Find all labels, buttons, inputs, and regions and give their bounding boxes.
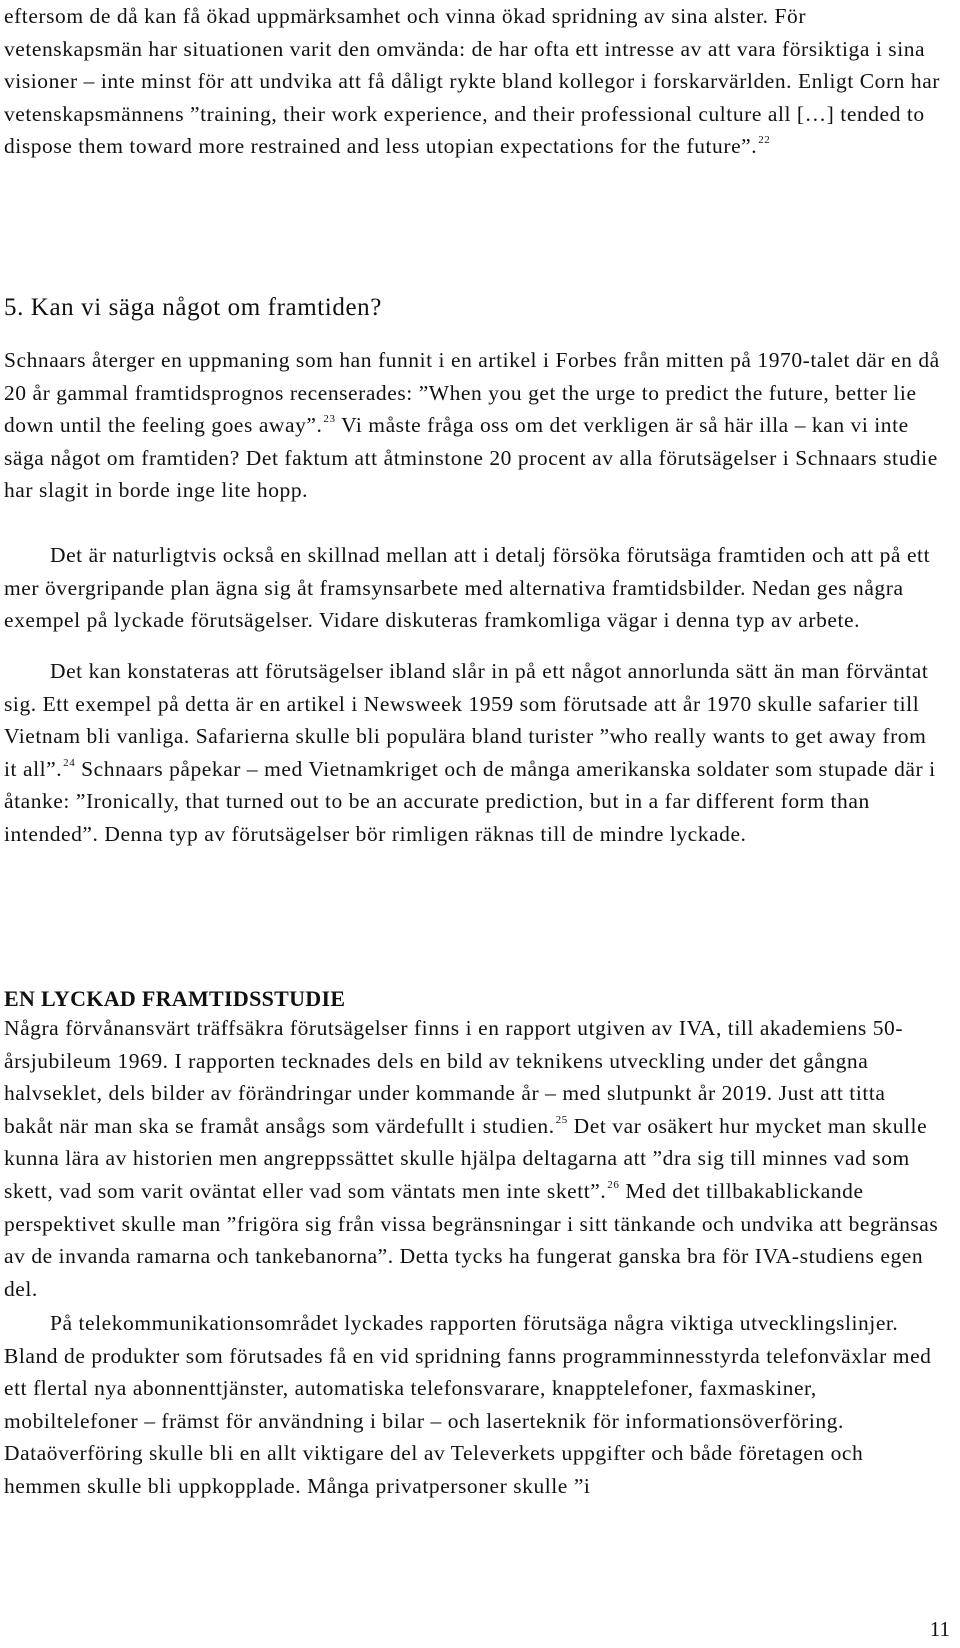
footnote-ref-25: 25 xyxy=(555,1113,568,1126)
paragraph-schnaars xyxy=(4,344,940,507)
paragraph-iva-part3: Med det tillbakablickande perspektivet skulle man ”frigöra sig från vissa begränsningar i sitt tänkande och undvika att begränsas av de invanda ramarna och tankebanorna”. Detta tycks ha fungerat ganska bra för IVA-studiens egen del. xyxy=(4,1178,939,1301)
section-heading: 5. Kan vi säga något om framtiden? xyxy=(4,294,382,321)
footnote-ref-23: 23 xyxy=(323,413,336,426)
page-number: 11 xyxy=(929,1617,950,1641)
paragraph-vietnam-part2: Schnaars påpekar – med Vietnamkriget och de många amerikanska soldater som stupade där i åtanke: ”Ironically, that turned out to be an accurate prediction, but in a far different form than intended”. Denna typ av förutsägelser bör rimligen räknas till de mindre lyckade. xyxy=(4,756,936,846)
subsection-heading: EN LYCKAD FRAMTIDSSTUDIE xyxy=(4,986,346,1011)
footnote-ref-24: 24 xyxy=(63,756,76,769)
paragraph-schnaars-part1: Schnaars återger en uppmaning som han funnit i en artikel i Forbes från mitten på 1970-talet där en då 20 år gammal framtidsprognos recenserades: ”When you get the urge to predict the future, better lie down until the feeling goes away”. xyxy=(4,348,940,438)
paragraph-vietnam xyxy=(4,655,940,851)
paragraph-framsyn: Det är naturligtvis också en skillnad mellan att i detalj försöka förutsäga framtiden och att på ett mer övergripande plan ägna sig åt framsynsarbete med alternativa framtidsbilder. Nedan ges några exempel på lyckade förutsägelser. Vidare diskuteras framkomliga vägar i denna typ av arbete. xyxy=(4,543,931,633)
footnote-ref-22: 22 xyxy=(758,134,771,147)
paragraph-iva-part1: Några förvånansvärt träffsäkra förutsägelser finns i en rapport utgiven av IVA, till akademiens 50-årsjubileum 1969. I rapporten tecknades dels en bild av teknikens utveckling under det gångna halvseklet, dels bilder av förändringar under kommande år – med slutpunkt år 2019. Just att titta bakåt när man ska se framåt ansågs som värdefullt i studien. xyxy=(4,1016,904,1138)
paragraph-intro-text: eftersom de då kan få ökad uppmärksamhet och vinna ökad spridning av sina alster. För vetenskapsmän har situationen varit den omvända: de har ofta ett intresse av att vara försiktiga i sina visioner – inte minst för att undvika att få dåligt rykte bland kollegor i forskarvärlden. Enligt Corn har vetenskapsmännens ”training, their work experience, and their professional culture all […] tended to dispose them toward more restrained and less utopian expectations for the future”. xyxy=(4,4,940,159)
paragraph-telekom: På telekommunikationsområdet lyckades rapporten förutsäga några viktiga utvecklingslinjer. Bland de produkter som förutsades få en vid spridning fanns programminnesstyrda telefonväxlar med ett flertal nya abonnenttjänster, automatiska telefonsvarare, knapptelefoner, faxmaskiner, mobiltelefoner – främst för användning i bilar – och laserteknik för informationsöverföring. Dataöverföring skulle bli en allt viktigare del av Televerkets uppgifter och både företagen och hemmen skulle bli uppkopplade. Många privatpersoner skulle ”i xyxy=(4,1311,932,1498)
paragraph-iva-part2: Det var osäkert hur mycket man skulle kunna lära av historien men angreppssättet skulle hjälpa deltagarna att ”dra sig till minnes vad som skett, vad som varit oväntat eller vad som väntats men inte skett”. xyxy=(4,1113,928,1203)
paragraph-iva xyxy=(4,1012,940,1305)
paragraph-schnaars-part2: Vi måste fråga oss om det verkligen är så här illa – kan vi inte säga något om framtiden? Det faktum att åtminstone 20 procent av alla förutsägelser i Schnaars studie har slagit in borde inge lite hopp. xyxy=(4,413,938,503)
footnote-ref-26: 26 xyxy=(607,1178,620,1191)
paragraph-vietnam-part1: Det kan konstateras att förutsägelser ibland slår in på ett något annorlunda sätt än man förväntat sig. Ett exempel på detta är en artikel i Newsweek 1959 som förutsade att år 1970 skulle safarier till Vietnam bli vanliga. Safarierna skulle bli populära bland turister ”who really wants to get away from it all”. xyxy=(4,659,929,781)
paragraph-intro xyxy=(4,0,940,163)
